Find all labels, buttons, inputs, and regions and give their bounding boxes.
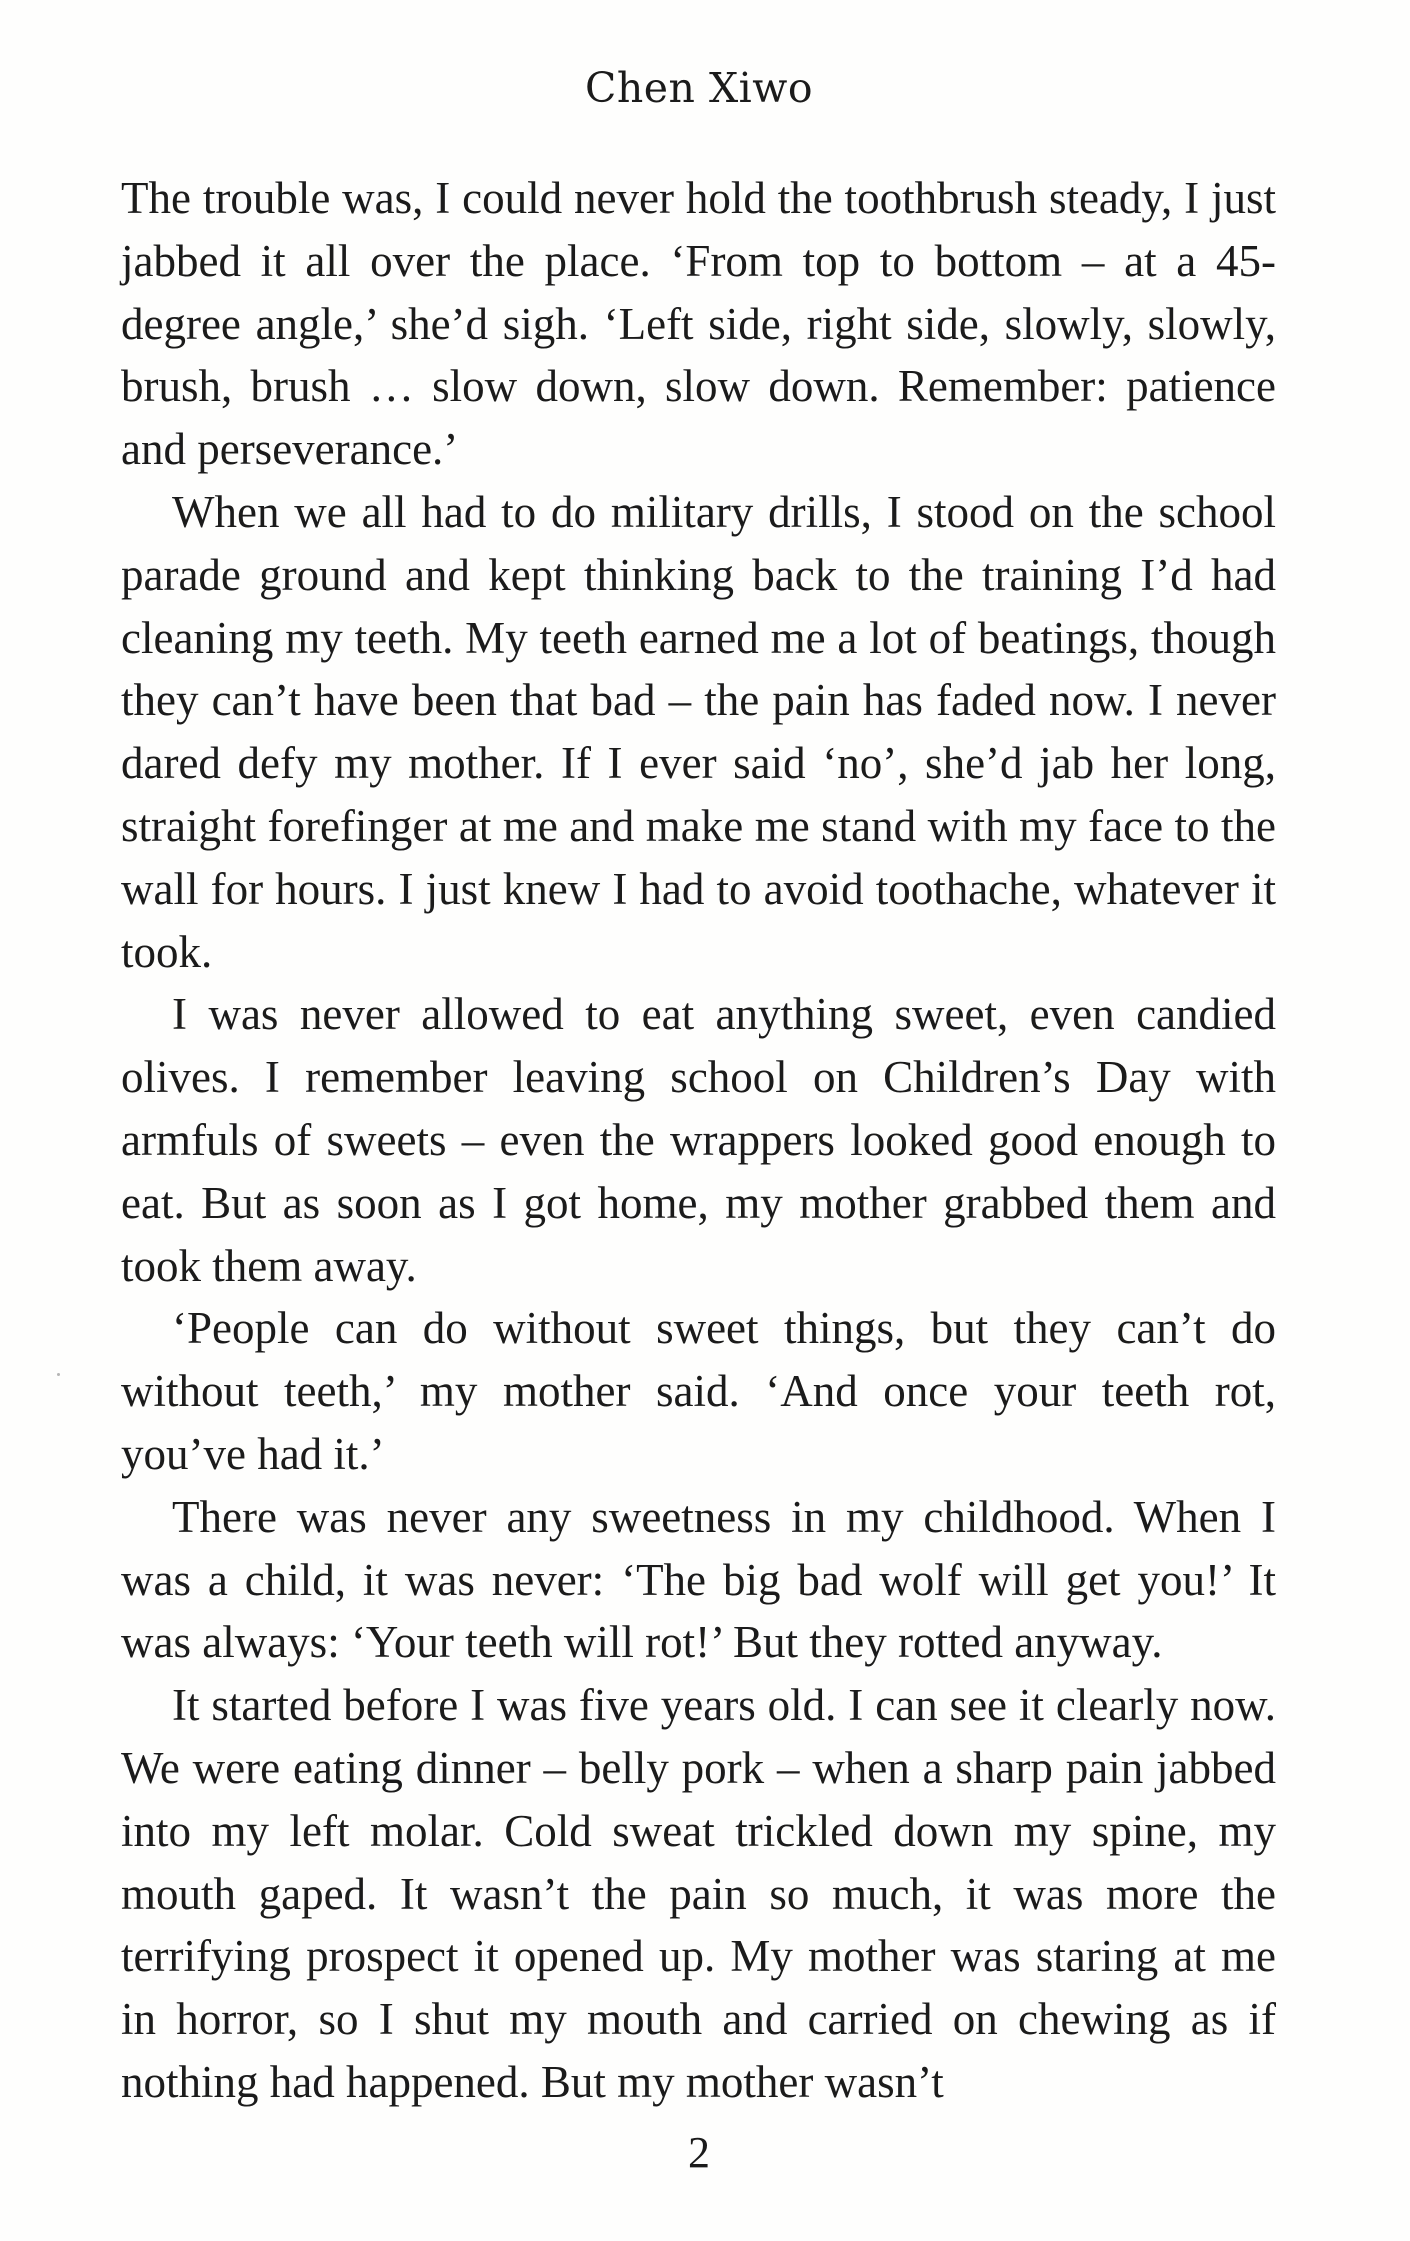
paragraph-toothbrush: The trouble was, I could never hold the toothbrush steady, I just jabbed it all over the place. ‘From top to bottom – at a 45-degree angle,’ she’d sigh. ‘Left side, right side, slowly, slowly, brush, brush … slow down, slow down. Remember: patience and perseverance.’ bbox=[121, 173, 1276, 475]
paper-speck bbox=[57, 1373, 60, 1376]
page-number: 2 bbox=[688, 2128, 710, 2177]
paragraph-sweets: I was never allowed to eat anything sweet, even candied olives. I remember leaving school on Children’s Day with armfuls of sweets – even the wrappers looked good enough to eat. But as soon as I got home, my mother grabbed them and took them away. bbox=[121, 989, 1276, 1291]
paragraph-toothache-start: It started before I was five years old. I can see it clearly now. We were eating dinner – belly pork – when a sharp pain jabbed into my left molar. Cold sweat trickled down my spine, my mouth gaped. It wasn’t the pain so much, it was more the terrifying prospect it opened up. My mother was staring at me in horror, so I shut my mouth and carried on chewing as if nothing had happened. But my mother wasn’t bbox=[121, 1680, 1276, 2107]
body-text bbox=[121, 167, 1276, 2114]
paragraph-mother-quote: ‘People can do without sweet things, but they can’t do without teeth,’ my mother said. ‘And once your teeth rot, you’ve had it.’ bbox=[121, 1303, 1276, 1479]
paragraph-military-drills: When we all had to do military drills, I stood on the school parade ground and kept thinking back to the training I’d had cleaning my teeth. My teeth earned me a lot of beatings, though they can’t have been that bad – the pain has faded now. I never dared defy my mother. If I ever said ‘no’, she’d jab her long, straight forefinger at me and make me stand with my face to the wall for hours. I just knew I had to avoid toothache, whatever it took. bbox=[121, 486, 1276, 977]
running-head: Chen Xiwo bbox=[584, 64, 814, 112]
paragraph-childhood: There was never any sweetness in my childhood. When I was a child, it was never: ‘The big bad wolf will get you!’ It was always: ‘Your teeth will rot!’ But they rotted anyway. bbox=[121, 1491, 1276, 1668]
